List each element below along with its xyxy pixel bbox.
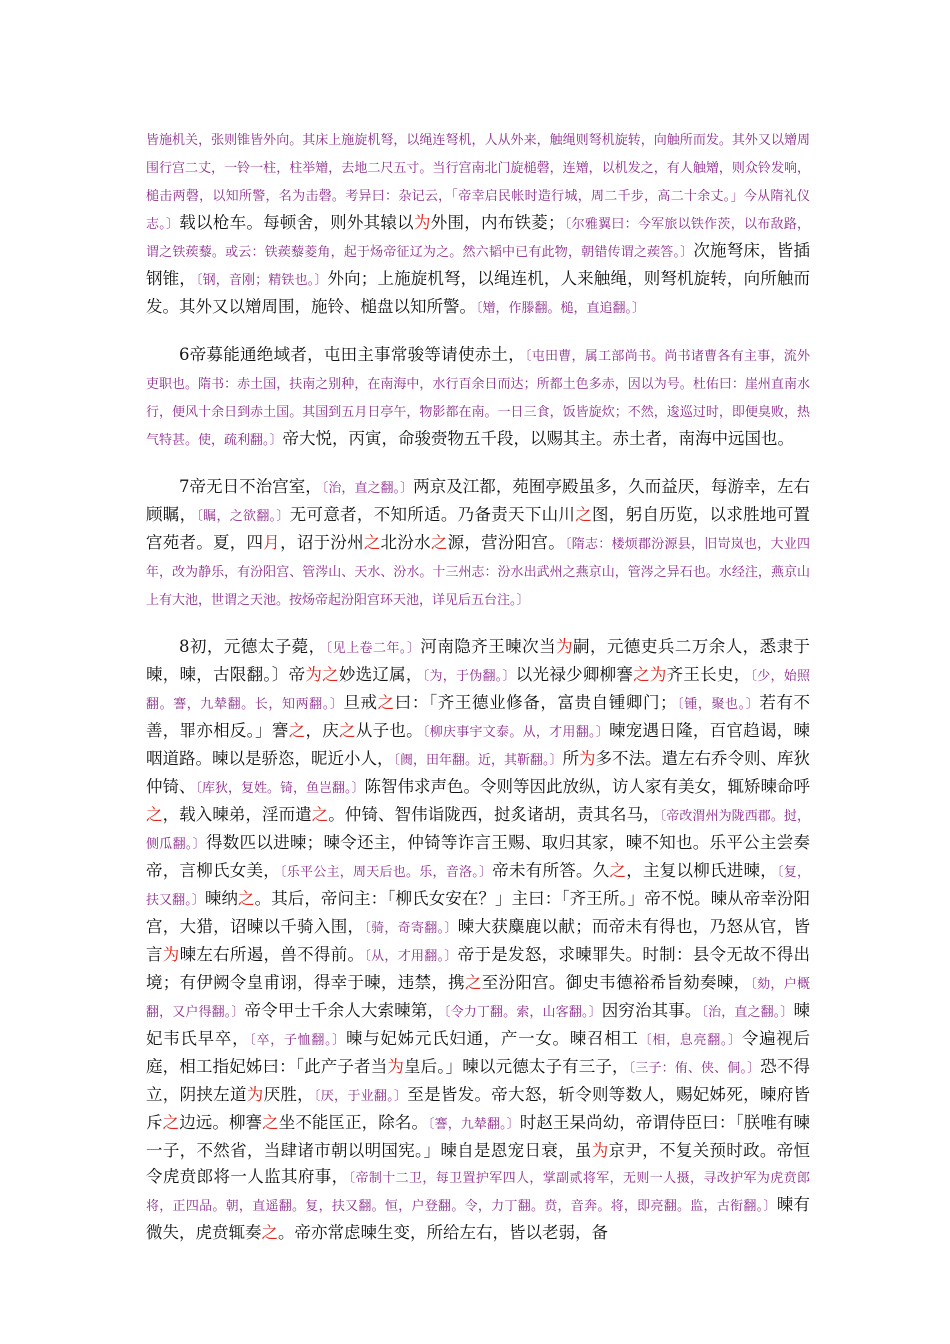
highlighted-character: 为 — [246, 1085, 264, 1104]
main-text: 暕纳 — [204, 889, 239, 908]
main-text: 皇后。」暕以元德太子有三子， — [403, 1057, 629, 1076]
commentary-note: 〔令力丁翻。索，山客翻。〕 — [444, 1005, 602, 1020]
main-text: 若有不善，罪亦相反。」謇 — [146, 693, 811, 740]
main-text: 次施弩床，皆插钢锥， — [146, 241, 810, 288]
highlighted-character: 为 — [413, 213, 431, 232]
main-text: 帝未有所答。久 — [492, 861, 610, 880]
commentary-note: 〔复，扶又翻。〕 — [146, 865, 810, 908]
main-text: 时赵王杲尚幼，帝谓侍臣曰：「朕唯有暕一子，不然省，当肆诸市朝以明国宪。」暕自是恩宠日衰，虽 — [146, 1113, 811, 1160]
main-text: ，诏于汾州 — [280, 533, 364, 552]
main-text: 从子也。 — [355, 721, 423, 740]
highlighted-character: 为 — [556, 637, 574, 656]
highlighted-character: 为 — [387, 1057, 404, 1076]
main-text: 恐不得立，阴挟左道 — [146, 1057, 810, 1104]
main-text: 外围，内布铁菱； — [430, 213, 565, 232]
main-text: 暕大获麋鹿以献；而帝未有得也，乃怒从官，皆言 — [146, 917, 811, 964]
main-text: 曰：「齐王德业修备，富贵自锺卿门； — [394, 693, 677, 712]
main-text: 图，躬自历览，以求胜地可置宫苑者。夏，四 — [146, 505, 811, 552]
commentary-note: 〔见上卷二年。〕 — [325, 641, 421, 656]
main-text: 。帝亦常虑暕生变，所给左右，皆以老弱，备 — [278, 1223, 608, 1242]
highlighted-character: 之 — [262, 1113, 279, 1132]
main-text: 至是皆发。帝大怒，斩令则等数人，赐妃姊死，暕府皆斥 — [146, 1085, 811, 1132]
highlighted-character: 之 — [609, 861, 627, 880]
main-text: 载以枪车。每顿舍，则外其辕以 — [179, 213, 414, 232]
paragraph-6 — [146, 342, 810, 454]
commentary-note: 〔柳庆事宇文泰。从，才用翻。〕 — [422, 725, 610, 740]
commentary-note: 〔帝改渭州为陇西郡。挝，侧瓜翻。〕 — [146, 809, 811, 852]
main-text: ，主复以柳氏进暕， — [626, 861, 777, 880]
commentary-note: 〔矰，作滕翻。槌，直追翻。〕 — [476, 301, 646, 316]
main-text: 妙选辽属， — [338, 665, 423, 684]
main-text: 暕与妃姊元氏妇通，产一女。暕召相工 — [346, 1029, 639, 1048]
highlighted-character: 为 — [162, 945, 180, 964]
commentary-note: 〔相，息亮翻。〕 — [638, 1033, 742, 1048]
commentary-note: 〔钢，音刚；精铁也。〕 — [195, 273, 328, 288]
main-text: ，庆 — [305, 721, 340, 740]
main-text: 以光禄少卿柳謇 — [515, 665, 634, 684]
main-text: 暕宠遇日隆，百官趋谒，暕咽道路。暕以是骄恣，昵近小人， — [146, 721, 811, 768]
main-text: 源，营汾阳宫。 — [447, 533, 565, 552]
highlighted-character: 之 — [377, 693, 395, 712]
main-text: 8初，元德太子薨， — [179, 637, 326, 656]
main-text: 外向；上施旋机弩，以绳连机，人来触绳，则弩机旋转，向所触而发。其外又以矰周围，施铃、槌盘以知所警。 — [146, 269, 811, 316]
highlighted-character: 之 — [162, 1113, 180, 1132]
main-text: 旦戒 — [343, 693, 378, 712]
main-text: 齐王长史， — [666, 665, 751, 684]
main-text: 无可意者，不知所适。乃备责天下山川 — [289, 505, 576, 524]
highlighted-character: 之 — [430, 533, 448, 552]
main-text: 至汾阳宫。御史韦德裕希旨劾奏暕， — [481, 973, 751, 992]
highlighted-character: 为 — [591, 1141, 609, 1160]
paragraph-7 — [146, 474, 810, 614]
main-text: 因穷治其事。 — [601, 1001, 702, 1020]
main-text: 。其后，帝问主：「柳氏女安在？」主曰：「齐王所。」帝不悦。暕从帝幸汾阳宫，大猎，诏暕以千骑入围， — [146, 889, 810, 936]
main-text: 暕有微失，虎贲辄奏 — [146, 1195, 810, 1242]
highlighted-character: 为之 — [305, 665, 339, 684]
highlighted-character: 之 — [311, 805, 329, 824]
highlighted-character: 之 — [238, 889, 255, 908]
commentary-note: 〔屯田曹，属工部尚书。尚书诸曹各有主事，流外吏职也。隋书：赤土国，扶南之别种，在南海中，水行百余日而达；所都土色多赤，因以为号。杜佑曰：崖州直南水行，便风十余日到赤土国。其国到五月日亭午，物影都在南。一日三食，饭皆旋炊；不然，逡巡过时，即便臭败，热气特甚。使，疏利翻。〕 — [146, 349, 810, 448]
main-text: 帝大悦，丙寅，命骏赍物五千段，以赐其主。赤土者，南海中远国也。 — [282, 429, 795, 448]
commentary-note: 〔少，始照翻。謇，九辇翻。长，知两翻。〕 — [146, 669, 811, 712]
commentary-note: 〔厌，于业翻。〕 — [313, 1089, 408, 1104]
main-text: 京尹，不复关预时政。帝恒令虎贲郎将一人监其府事， — [146, 1141, 811, 1186]
main-text: 北汾水 — [380, 533, 431, 552]
commentary-note: 〔锺，聚也。〕 — [676, 697, 760, 712]
highlighted-character: 之 — [575, 505, 593, 524]
main-text: 两京及江都，苑囿亭殿虽多，久而益厌，每游幸，左右顾瞩， — [146, 477, 811, 524]
commentary-note: 〔瞩，之欲翻。〕 — [196, 509, 290, 524]
main-text: 暕左右所遏，兽不得前。 — [179, 945, 365, 964]
highlighted-character: 之 — [363, 533, 381, 552]
document-page — [146, 126, 810, 1266]
commentary-note: 〔治，直之翻。〕 — [321, 481, 414, 496]
highlighted-character: 之 — [339, 721, 356, 740]
commentary-note: 皆施机关，张则锥皆外向。其床上施旋机弩，以绳连弩机，人从外来，触绳则弩机旋转，向触所而发。其外又以矰周围行宫二丈，一铃一柱，柱举矰，去地二尺五寸。当行宫南北门旋槌磬，连矰，以机发之，有人触矰，则众铃发响，槌击两磬，以知所警，名为击磬。考异曰：杂记云，「帝幸启民帐时造行城，周二千步，高二十余丈。」今从隋礼仪志。〕 — [146, 133, 810, 232]
main-text: 6帝募能通绝域者，屯田主事常骏等请使赤土， — [179, 345, 525, 364]
main-text: 帝于是发怒，求暕罪失。时制：县令无故不得出境；有伊阙令皇甫诩，得幸于暕，违禁，携 — [146, 945, 811, 992]
commentary-note: 〔乐平公主，周天后也。乐，音洛。〕 — [280, 865, 493, 880]
main-text: 厌胜， — [263, 1085, 314, 1104]
commentary-note: 〔三子：侑、侠、侗。〕 — [628, 1061, 761, 1076]
main-text: 帝令甲士千余人大索暕第， — [244, 1001, 445, 1020]
commentary-note: 〔謇，九辇翻。〕 — [428, 1117, 520, 1132]
highlighted-character: 之 — [261, 1223, 278, 1242]
paragraph-5-continued — [146, 126, 810, 322]
highlighted-character: 之 — [288, 721, 306, 740]
highlighted-character: 为 — [579, 749, 596, 768]
commentary-note: 〔骑，奇寄翻。〕 — [364, 921, 458, 936]
highlighted-character: 之 — [464, 973, 482, 992]
main-text: 。仲锜、智伟诣陇西，挝炙诸胡，责其名马， — [328, 805, 660, 824]
main-text: 嗣，元德吏兵二万余人，悉隶于暕，暕，古限翻。〕帝 — [146, 637, 811, 684]
commentary-note: 〔卒，子恤翻。〕 — [249, 1033, 346, 1048]
commentary-note: 〔为，于伪翻。〕 — [422, 669, 516, 684]
main-text: 边远。柳謇 — [179, 1113, 263, 1132]
main-text: 多不法。遣左右乔令则、库狄仲锜、 — [146, 749, 811, 796]
commentary-note: 〔从，才用翻。〕 — [364, 949, 458, 964]
paragraph-8 — [146, 634, 810, 1246]
main-text: 暕妃韦氏早卒， — [146, 1001, 810, 1048]
commentary-note: 〔劾，户概翻，又户得翻。〕 — [146, 977, 811, 1020]
main-text: 陈智伟求声色。令则等因此放纵，访人家有美女，辄矫暕命呼 — [364, 777, 811, 796]
main-text: 河南隐齐王暕次当 — [420, 637, 557, 656]
commentary-note: 〔尔雅翼曰：今军旅以铁作茨，以布敌路，谓之铁蒺藜。或云：铁蒺藜菱角，起于炀帝征辽为之。然六韬中已有此物，朝错传谓之蒺答。〕 — [146, 217, 810, 260]
commentary-note: 〔治，直之翻。〕 — [701, 1005, 794, 1020]
commentary-note: 〔帝制十二卫，每卫置护军四人，掌副贰将军，无则一人摄，寻改护军为虎贲郎将，正四品。朝，直遥翻。复，扶又翻。恒，户登翻。令，力丁翻。贲，音奔。将，即亮翻。监，古衔翻。〕 — [146, 1171, 810, 1214]
highlighted-character: 月 — [263, 533, 281, 552]
commentary-note: 〔隋志：楼烦郡汾源县，旧岢岚也，大业四年，改为静乐，有汾阳宫、管涔山、天水、汾水。十三州志：汾水出武州之燕京山，管涔之异石也。水经注，燕京山上有大池，世谓之天池。按炀帝起汾阳宫环天池，详见后五台注。〕 — [146, 537, 811, 608]
main-text: 坐不能匡正，除名。 — [278, 1113, 429, 1132]
commentary-note: 〔阓，田年翻。近，其靳翻。〕 — [393, 753, 563, 768]
main-text: 令遍视后庭，相工指妃姊曰：「此产子者当 — [146, 1029, 811, 1076]
highlighted-character: 之 — [146, 805, 163, 824]
main-text: 所 — [562, 749, 580, 768]
highlighted-character: 之为 — [633, 665, 667, 684]
main-text: 7帝无日不治宫室， — [179, 477, 322, 496]
main-text: ，载入暕弟，淫而遣 — [162, 805, 312, 824]
main-text: 得数匹以进暕；暕令还主，仲锜等诈言王赐、取归其家，暕不知也。乐平公主尝奏帝，言柳氏女美， — [146, 833, 810, 880]
commentary-note: 〔库狄，复姓。锜，鱼岂翻。〕 — [195, 781, 365, 796]
